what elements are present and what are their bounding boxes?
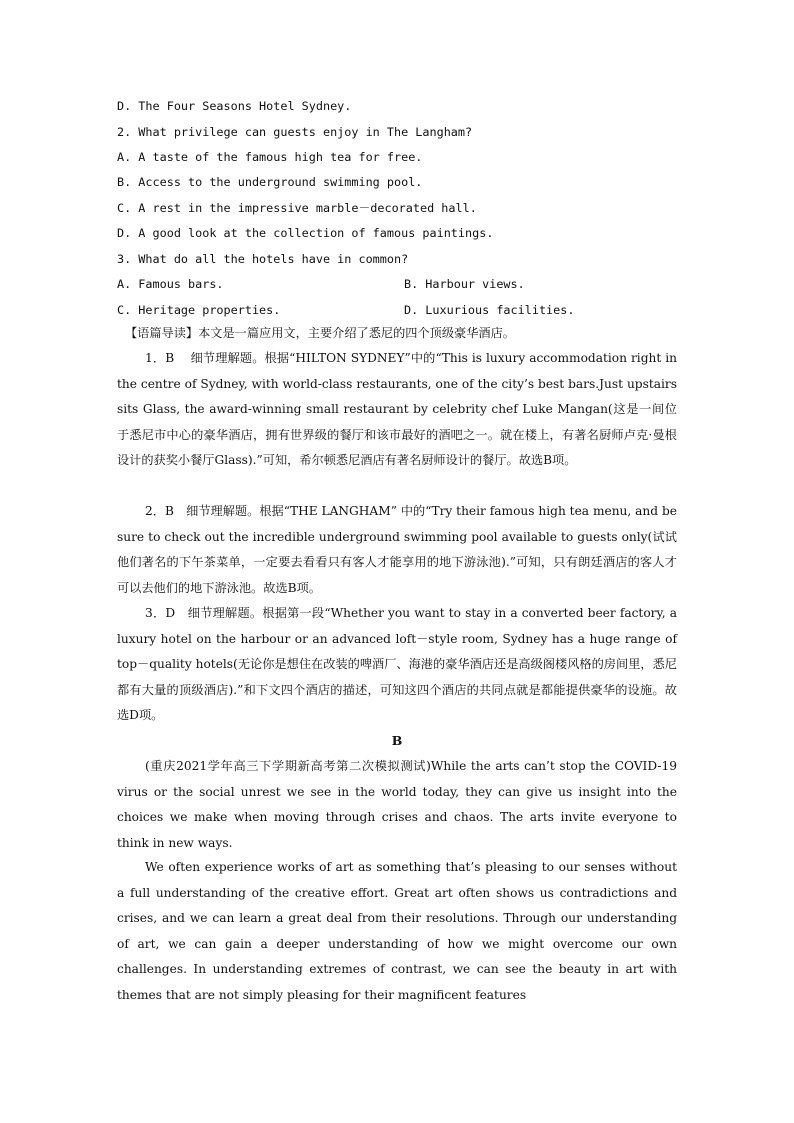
q3-option-d: D. Luxurious facilities. xyxy=(404,303,575,317)
q3-options-row-2 xyxy=(117,301,677,319)
answer-1-explanation: 1．B 细节理解题。根据“HILTON SYDNEY”中的“This is luxury accommodation right in the centre of Sydney, with world-class restaurants, one of the city’s best bars.Just upstairs sits Glass, the award-winning small restaurant by celebrity chef Luke Mangan(这是一间位于悉尼市中心的豪华酒店，拥有世界级的餐厅和该市最好的酒吧之一。就在楼上，有著名厨师卢克·曼根设计的获奖小餐厅Glass).”可知，希尔顿悉尼酒店有著名厨师设计的餐厅。故选B项。 xyxy=(117,351,677,467)
q3-option-b: B. Harbour views. xyxy=(404,277,525,291)
section-b-heading: B xyxy=(391,733,403,748)
passage-b-paragraph-2: We often experience works of art as something that’s pleasing to our senses without a full understanding of the creative effort. Great art often shows us contradictions and crises, and we can learn a great deal from their resolutions. Through our understanding of art, we can gain a deeper understanding of how we might overcome our own challenges. In understanding extremes of contrast, we can see the beauty in art with themes that are not simply pleasing for their magnificent features xyxy=(117,860,677,1002)
q2-option-d: D. A good look at the collection of famous paintings. xyxy=(117,226,494,240)
answer-2-explanation: 2．B 细节理解题。根据“THE LANGHAM” 中的“Try their famous high tea menu, and be sure to check out the incredible underground swimming pool available to guests only(试试他们著名的下午茶菜单，一定要去看看只有客人才能享用的地下游泳池).”可知，只有朗廷酒店的客人才可以去他们的地下游泳池。故选B项。 xyxy=(117,504,677,595)
passage-b-paragraph-1: (重庆2021学年高三下学期新高考第二次模拟测试)While the arts can’t stop the COVID-19 virus or the social unrest we see in the world today, they can give us insight into the choices we make when moving through crises and chaos. The arts invite everyone to think in new ways. xyxy=(117,759,677,850)
q3-options-row-1 xyxy=(117,275,677,293)
q3-option-a: A. Famous bars. xyxy=(117,277,224,291)
reading-guide: 【语篇导读】本文是一篇应用文，主要介绍了悉尼的四个顶级豪华酒店。 xyxy=(125,326,515,340)
q2-option-c: C. A rest in the impressive marble－decorated hall. xyxy=(117,201,477,215)
q2-option-a: A. A taste of the famous high tea for free. xyxy=(117,150,423,164)
q2-stem: 2. What privilege can guests enjoy in The Langham? xyxy=(117,125,473,139)
answer-3-explanation: 3．D 细节理解题。根据第一段“Whether you want to stay in a converted beer factory, a luxury hotel on the harbour or an advanced loft－style room, Sydney has a huge range of top－quality hotels(无论你是想住在改装的啤酒厂、海港的豪华酒店还是高级阁楼风格的房间里，悉尼都有大量的顶级酒店).”和下文四个酒店的描述，可知这四个酒店的共同点就是都能提供豪华的设施。故选D项。 xyxy=(117,606,677,722)
q1-option-d: D. The Four Seasons Hotel Sydney. xyxy=(117,99,352,113)
q3-option-c: C. Heritage properties. xyxy=(117,303,281,317)
q2-option-b: B. Access to the underground swimming pool. xyxy=(117,175,423,189)
q3-stem: 3. What do all the hotels have in common? xyxy=(117,252,409,266)
